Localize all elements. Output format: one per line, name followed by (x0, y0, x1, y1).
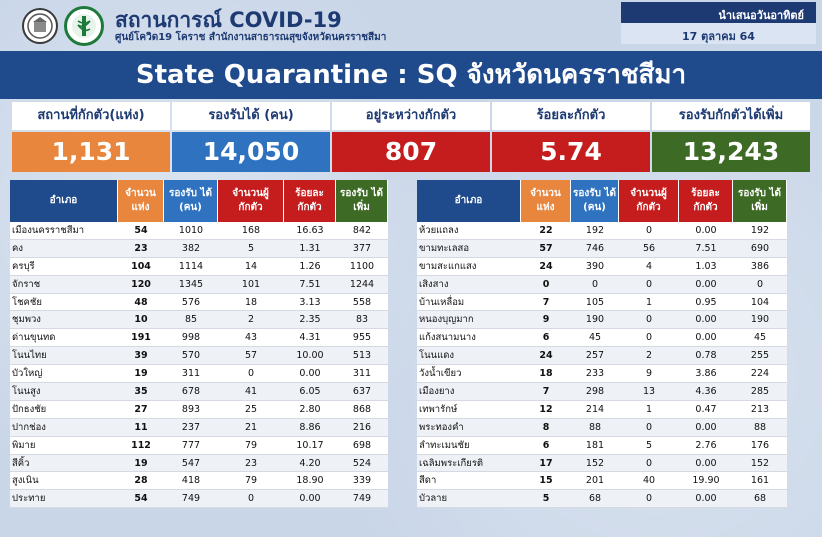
cell-capacity: 192 (571, 222, 619, 240)
cell-quarantined: 0 (619, 222, 679, 240)
cell-percent: 0.95 (679, 294, 733, 312)
cell-district: ลำทะเมนชัย (417, 437, 521, 455)
cell-quarantined: 0 (619, 490, 679, 508)
cell-places: 7 (521, 294, 571, 312)
stat-value: 13,243 (652, 132, 810, 172)
table-row (10, 437, 388, 455)
table-row (10, 222, 388, 240)
cell-percent: 1.26 (284, 258, 336, 276)
cell-percent: 19.90 (679, 472, 733, 490)
cell-remaining: 192 (733, 222, 787, 240)
cell-capacity: 105 (571, 294, 619, 312)
cell-district: แก้งสนามนาง (417, 329, 521, 347)
cell-places: 27 (118, 401, 164, 419)
cell-quarantined: 40 (619, 472, 679, 490)
cell-district: เมืองนครราชสีมา (10, 222, 118, 240)
cell-capacity: 190 (571, 311, 619, 329)
cell-capacity: 1010 (164, 222, 218, 240)
cell-quarantined: 21 (218, 419, 284, 437)
header-district: อำเภอ (417, 180, 521, 222)
cell-remaining: 216 (336, 419, 388, 437)
cell-places: 191 (118, 329, 164, 347)
cell-places: 57 (521, 240, 571, 258)
cell-district: สีดา (417, 472, 521, 490)
cell-remaining: 88 (733, 419, 787, 437)
cell-remaining: 285 (733, 383, 787, 401)
table-row (10, 383, 388, 401)
cell-percent: 3.86 (679, 365, 733, 383)
cell-district: ขามสะแกแสง (417, 258, 521, 276)
cell-percent: 3.13 (284, 294, 336, 312)
table-row (417, 240, 787, 258)
cell-quarantined: 168 (218, 222, 284, 240)
table-row (417, 437, 787, 455)
cell-district: บัวใหญ่ (10, 365, 118, 383)
cell-quarantined: 57 (218, 347, 284, 365)
table-row (10, 347, 388, 365)
header-remaining: รองรับ ได้เพิ่ม (733, 180, 787, 222)
district-table-right (417, 180, 787, 508)
cell-places: 9 (521, 311, 571, 329)
stat-cards (12, 102, 810, 172)
cell-remaining: 868 (336, 401, 388, 419)
cell-district: เมืองยาง (417, 383, 521, 401)
cell-district: ชุมพวง (10, 311, 118, 329)
cell-capacity: 298 (571, 383, 619, 401)
cell-district: สีคิ้ว (10, 455, 118, 473)
cell-percent: 1.03 (679, 258, 733, 276)
cell-quarantined: 0 (619, 276, 679, 294)
header-places: จำนวน แห่ง (521, 180, 571, 222)
cell-quarantined: 2 (619, 347, 679, 365)
cell-percent: 2.35 (284, 311, 336, 329)
cell-percent: 10.17 (284, 437, 336, 455)
date-label: นำเสนอวันอาทิตย์ (621, 2, 816, 23)
cell-quarantined: 5 (619, 437, 679, 455)
cell-places: 0 (521, 276, 571, 294)
health-ministry-logo-icon (64, 6, 104, 46)
cell-quarantined: 0 (619, 329, 679, 347)
cell-percent: 0.00 (679, 419, 733, 437)
cell-remaining: 45 (733, 329, 787, 347)
cell-percent: 7.51 (284, 276, 336, 294)
table-row (10, 329, 388, 347)
cell-places: 15 (521, 472, 571, 490)
cell-capacity: 749 (164, 490, 218, 508)
stat-card-quarantined (332, 102, 490, 172)
cell-remaining: 0 (733, 276, 787, 294)
header-percent: ร้อยละ กักตัว (679, 180, 733, 222)
cell-quarantined: 79 (218, 437, 284, 455)
stat-label: อยู่ระหว่างกักตัว (332, 102, 490, 130)
cell-percent: 0.00 (679, 222, 733, 240)
date-box (621, 2, 816, 44)
header-quarantined: จำนวนผู้ กักตัว (218, 180, 284, 222)
table-row (10, 276, 388, 294)
cell-places: 17 (521, 455, 571, 473)
cell-district: โนนสูง (10, 383, 118, 401)
cell-remaining: 690 (733, 240, 787, 258)
cell-capacity: 237 (164, 419, 218, 437)
cell-district: ปากช่อง (10, 419, 118, 437)
cell-district: บัวลาย (417, 490, 521, 508)
table-row (417, 329, 787, 347)
cell-capacity: 0 (571, 276, 619, 294)
cell-quarantined: 0 (218, 490, 284, 508)
cell-places: 35 (118, 383, 164, 401)
table-row (417, 455, 787, 473)
cell-district: ขามทะเลสอ (417, 240, 521, 258)
cell-percent: 4.31 (284, 329, 336, 347)
cell-places: 39 (118, 347, 164, 365)
page-subtitle: ศูนย์โควิด19 โคราช สำนักงานสาธารณสุขจังหวัดนครราชสีมา (115, 32, 387, 43)
cell-district: หนองบุญมาก (417, 311, 521, 329)
cell-capacity: 181 (571, 437, 619, 455)
cell-remaining: 213 (733, 401, 787, 419)
table-body-left (10, 222, 388, 508)
cell-remaining: 386 (733, 258, 787, 276)
cell-capacity: 382 (164, 240, 218, 258)
cell-district: วังน้ำเขียว (417, 365, 521, 383)
cell-percent: 4.36 (679, 383, 733, 401)
cell-capacity: 418 (164, 472, 218, 490)
cell-percent: 2.80 (284, 401, 336, 419)
cell-quarantined: 13 (619, 383, 679, 401)
cell-places: 24 (521, 258, 571, 276)
cell-quarantined: 1 (619, 294, 679, 312)
cell-quarantined: 0 (619, 311, 679, 329)
district-table-right-wrap (417, 180, 787, 508)
table-row (417, 419, 787, 437)
cell-quarantined: 2 (218, 311, 284, 329)
cell-district: บ้านเหลื่อม (417, 294, 521, 312)
header-remaining: รองรับ ได้เพิ่ม (336, 180, 388, 222)
cell-capacity: 547 (164, 455, 218, 473)
cell-places: 22 (521, 222, 571, 240)
cell-percent: 0.47 (679, 401, 733, 419)
cell-quarantined: 0 (619, 419, 679, 437)
cell-district: โนนแดง (417, 347, 521, 365)
cell-places: 120 (118, 276, 164, 294)
cell-remaining: 255 (733, 347, 787, 365)
cell-remaining: 311 (336, 365, 388, 383)
cell-capacity: 85 (164, 311, 218, 329)
stat-value: 14,050 (172, 132, 330, 172)
table-row (417, 383, 787, 401)
table-row (10, 365, 388, 383)
cell-percent: 2.76 (679, 437, 733, 455)
cell-capacity: 678 (164, 383, 218, 401)
cell-remaining: 176 (733, 437, 787, 455)
cell-percent: 0.00 (284, 365, 336, 383)
cell-quarantined: 41 (218, 383, 284, 401)
cell-remaining: 190 (733, 311, 787, 329)
banner-title: State Quarantine : SQ จังหวัดนครราชสีมา (0, 51, 822, 99)
cell-capacity: 201 (571, 472, 619, 490)
table-row (10, 455, 388, 473)
stat-label: ร้อยละกักตัว (492, 102, 650, 130)
table-row (10, 472, 388, 490)
cell-quarantined: 43 (218, 329, 284, 347)
cell-quarantined: 23 (218, 455, 284, 473)
cell-district: โชคชัย (10, 294, 118, 312)
cell-district: พิมาย (10, 437, 118, 455)
cell-capacity: 152 (571, 455, 619, 473)
cell-places: 24 (521, 347, 571, 365)
cell-percent: 0.00 (679, 311, 733, 329)
cell-remaining: 955 (336, 329, 388, 347)
cell-remaining: 1244 (336, 276, 388, 294)
cell-capacity: 1345 (164, 276, 218, 294)
cell-remaining: 68 (733, 490, 787, 508)
cell-remaining: 224 (733, 365, 787, 383)
cell-quarantined: 0 (619, 455, 679, 473)
district-table-left-wrap (10, 180, 388, 508)
cell-capacity: 214 (571, 401, 619, 419)
cell-places: 7 (521, 383, 571, 401)
cell-capacity: 257 (571, 347, 619, 365)
header-capacity: รองรับ ได้ (คน) (571, 180, 619, 222)
cell-district: จักราช (10, 276, 118, 294)
cell-places: 19 (118, 365, 164, 383)
cell-district: ปักธงชัย (10, 401, 118, 419)
stat-card-capacity (172, 102, 330, 172)
table-row (10, 258, 388, 276)
header-quarantined: จำนวนผู้ กักตัว (619, 180, 679, 222)
cell-places: 10 (118, 311, 164, 329)
cell-quarantined: 9 (619, 365, 679, 383)
cell-remaining: 842 (336, 222, 388, 240)
cell-capacity: 576 (164, 294, 218, 312)
cell-capacity: 777 (164, 437, 218, 455)
cell-places: 8 (521, 419, 571, 437)
cell-remaining: 513 (336, 347, 388, 365)
cell-quarantined: 1 (619, 401, 679, 419)
table-row (10, 490, 388, 508)
stat-value: 1,131 (12, 132, 170, 172)
cell-remaining: 377 (336, 240, 388, 258)
cell-capacity: 1114 (164, 258, 218, 276)
cell-quarantined: 5 (218, 240, 284, 258)
cell-percent: 0.78 (679, 347, 733, 365)
cell-places: 19 (118, 455, 164, 473)
cell-places: 112 (118, 437, 164, 455)
cell-remaining: 558 (336, 294, 388, 312)
cell-district: เสิงสาง (417, 276, 521, 294)
cell-places: 5 (521, 490, 571, 508)
stat-label: สถานที่กักตัว(แห่ง) (12, 102, 170, 130)
cell-capacity: 570 (164, 347, 218, 365)
table-row (10, 311, 388, 329)
cell-district: ห้วยแถลง (417, 222, 521, 240)
cell-places: 28 (118, 472, 164, 490)
cell-quarantined: 25 (218, 401, 284, 419)
cell-quarantined: 79 (218, 472, 284, 490)
table-header-row (417, 180, 787, 222)
cell-remaining: 83 (336, 311, 388, 329)
table-row (10, 401, 388, 419)
cell-capacity: 68 (571, 490, 619, 508)
cell-places: 6 (521, 437, 571, 455)
stat-card-remaining (652, 102, 810, 172)
cell-places: 104 (118, 258, 164, 276)
cell-quarantined: 18 (218, 294, 284, 312)
header-places: จำนวน แห่ง (118, 180, 164, 222)
cell-places: 18 (521, 365, 571, 383)
cell-percent: 8.86 (284, 419, 336, 437)
cell-capacity: 233 (571, 365, 619, 383)
header-capacity: รองรับ ได้ (คน) (164, 180, 218, 222)
cell-percent: 16.63 (284, 222, 336, 240)
cell-capacity: 746 (571, 240, 619, 258)
cell-remaining: 152 (733, 455, 787, 473)
cell-remaining: 749 (336, 490, 388, 508)
page-title: สถานการณ์ COVID-19 (115, 8, 342, 32)
cell-quarantined: 0 (218, 365, 284, 383)
cell-percent: 4.20 (284, 455, 336, 473)
cell-places: 12 (521, 401, 571, 419)
cell-places: 54 (118, 490, 164, 508)
cell-remaining: 698 (336, 437, 388, 455)
header (0, 0, 822, 50)
cell-district: ด่านขุนทด (10, 329, 118, 347)
table-row (417, 276, 787, 294)
table-body-right (417, 222, 787, 508)
district-table-left (10, 180, 388, 508)
cell-district: ประทาย (10, 490, 118, 508)
cell-percent: 6.05 (284, 383, 336, 401)
table-row (10, 419, 388, 437)
table-row (10, 240, 388, 258)
stat-label: รองรับกักตัวได้เพิ่ม (652, 102, 810, 130)
cell-places: 6 (521, 329, 571, 347)
cell-places: 48 (118, 294, 164, 312)
cell-remaining: 339 (336, 472, 388, 490)
stat-card-percent (492, 102, 650, 172)
header-percent: ร้อยละ กักตัว (284, 180, 336, 222)
cell-district: เฉลิมพระเกียรติ (417, 455, 521, 473)
cell-quarantined: 101 (218, 276, 284, 294)
cell-percent: 1.31 (284, 240, 336, 258)
date-value: 17 ตุลาคม 64 (621, 23, 816, 44)
table-row (10, 294, 388, 312)
cell-capacity: 998 (164, 329, 218, 347)
cell-quarantined: 14 (218, 258, 284, 276)
table-row (417, 472, 787, 490)
stat-card-places (12, 102, 170, 172)
stat-value: 807 (332, 132, 490, 172)
cell-percent: 0.00 (284, 490, 336, 508)
cell-places: 54 (118, 222, 164, 240)
cell-district: โนนไทย (10, 347, 118, 365)
cell-capacity: 893 (164, 401, 218, 419)
cell-percent: 0.00 (679, 490, 733, 508)
cell-remaining: 104 (733, 294, 787, 312)
cell-percent: 10.00 (284, 347, 336, 365)
stat-value: 5.74 (492, 132, 650, 172)
cell-quarantined: 56 (619, 240, 679, 258)
cell-places: 23 (118, 240, 164, 258)
cell-places: 11 (118, 419, 164, 437)
cell-capacity: 390 (571, 258, 619, 276)
cell-district: สูงเนิน (10, 472, 118, 490)
header-district: อำเภอ (10, 180, 118, 222)
table-row (417, 347, 787, 365)
table-row (417, 222, 787, 240)
table-row (417, 401, 787, 419)
cell-remaining: 161 (733, 472, 787, 490)
provincial-seal-icon (22, 8, 58, 44)
cell-capacity: 88 (571, 419, 619, 437)
table-row (417, 490, 787, 508)
cell-percent: 0.00 (679, 329, 733, 347)
cell-percent: 0.00 (679, 455, 733, 473)
table-row (417, 294, 787, 312)
stat-label: รองรับได้ (คน) (172, 102, 330, 130)
cell-district: คง (10, 240, 118, 258)
cell-capacity: 45 (571, 329, 619, 347)
table-row (417, 311, 787, 329)
cell-percent: 18.90 (284, 472, 336, 490)
cell-district: เทพารักษ์ (417, 401, 521, 419)
cell-remaining: 1100 (336, 258, 388, 276)
cell-district: พระทองคำ (417, 419, 521, 437)
cell-remaining: 524 (336, 455, 388, 473)
cell-percent: 0.00 (679, 276, 733, 294)
cell-district: ครบุรี (10, 258, 118, 276)
table-row (417, 258, 787, 276)
table-header-row (10, 180, 388, 222)
cell-quarantined: 4 (619, 258, 679, 276)
cell-capacity: 311 (164, 365, 218, 383)
cell-percent: 7.51 (679, 240, 733, 258)
table-row (417, 365, 787, 383)
cell-remaining: 637 (336, 383, 388, 401)
